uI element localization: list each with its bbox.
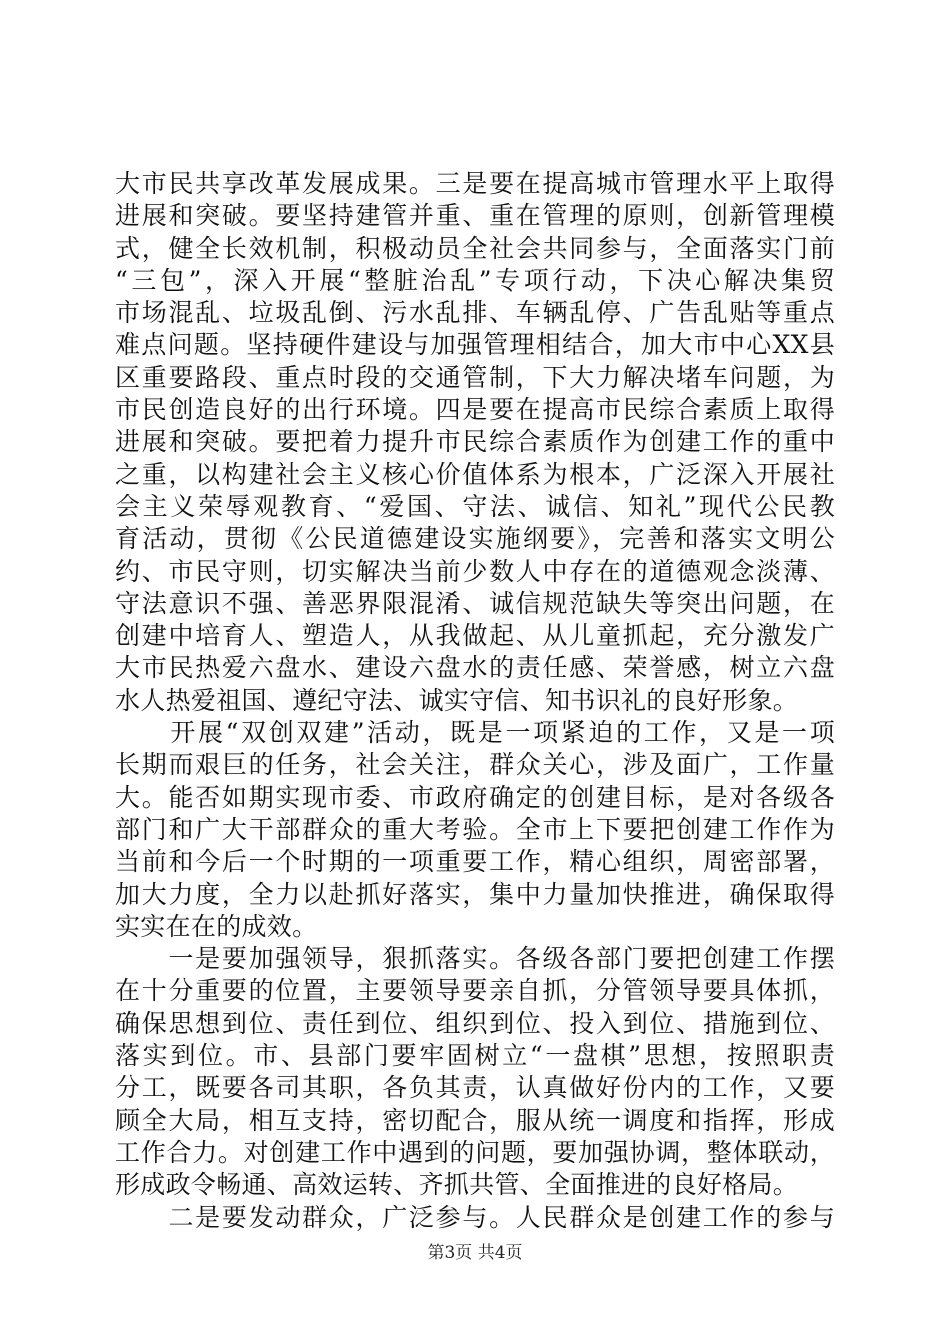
text-line: 在十分重要的位置，主要领导要亲自抓，分管领导要具体抓， [115,976,835,1006]
text-line: 育活动，贯彻《公民道德建设实施纲要》，完善和落实文明公 [115,524,835,554]
text-line: 二是要发动群众，广泛参与。人民群众是创建工作的参与 [115,1202,835,1232]
text-line: 难点问题。坚持硬件建设与加强管理相结合，加大市中心XX县 [115,330,835,360]
text-line: 式，健全长效机制，积极动员全社会共同参与，全面落实门前 [115,233,835,263]
text-line: 顾全大局，相互支持，密切配合，服从统一调度和指挥，形成 [115,1105,835,1135]
text-line: 创建中培育人、塑造人，从我做起、从儿童抓起，充分激发广 [115,621,835,651]
text-line: 大。能否如期实现市委、市政府确定的创建目标，是对各级各 [115,782,835,812]
text-line: 市场混乱、垃圾乱倒、污水乱排、车辆乱停、广告乱贴等重点 [115,298,835,328]
text-line: 分工，既要各司其职，各负其责，认真做好份内的工作，又要 [115,1073,835,1103]
text-line: “三包”，深入开展“整脏治乱”专项行动，下决心解决集贸 [115,265,835,295]
text-line: 加大力度，全力以赴抓好落实，集中力量加快推进，确保取得 [115,879,835,909]
text-line: 当前和今后一个时期的一项重要工作，精心组织，周密部署， [115,847,835,877]
text-line: 区重要路段、重点时段的交通管制，下大力解决堵车问题，为 [115,362,835,392]
text-line: 一是要加强领导，狠抓落实。各级各部门要把创建工作摆 [115,944,835,974]
paragraph-end-line: 水人热爱祖国、遵纪守法、诚实守信、知书识礼的良好形象。 [115,685,799,715]
text-line: 进展和突破。要坚持建管并重、重在管理的原则，创新管理模 [115,201,835,231]
text-line: 工作合力。对创建工作中遇到的问题，要加强协调，整体联动， [115,1137,835,1167]
document-body [115,168,835,1234]
text-line: 长期而艰巨的任务，社会关注，群众关心，涉及面广，工作量 [115,750,835,780]
paragraph-end-line: 实实在在的成效。 [115,911,318,941]
text-line: 市民创造良好的出行环境。四是要在提高市民综合素质上取得 [115,395,835,425]
text-line: 之重，以构建社会主义核心价值体系为根本，广泛深入开展社 [115,459,835,489]
text-line: 进展和突破。要把着力提升市民综合素质作为创建工作的重中 [115,427,835,457]
text-line: 部门和广大干部群众的重大考验。全市上下要把创建工作作为 [115,814,835,844]
text-line: 落实到位。市、县部门要牢固树立“一盘棋”思想，按照职责 [115,1041,835,1071]
text-line: 守法意识不强、善恶界限混淆、诚信规范缺失等突出问题，在 [115,588,835,618]
text-line: 约、市民守则，切实解决当前少数人中存在的道德观念淡薄、 [115,556,835,586]
text-line: 大市民共享改革发展成果。三是要在提高城市管理水平上取得 [115,169,835,198]
text-line: 确保思想到位、责任到位、组织到位、投入到位、措施到位、 [115,1008,835,1038]
text-line: 开展“双创双建”活动，既是一项紧迫的工作，又是一项 [115,718,835,748]
text-line: 大市民热爱六盘水、建设六盘水的责任感、荣誉感，树立六盘 [115,653,835,683]
page-number-footer: 第3页 共4页 [427,1243,523,1263]
paragraph-end-line: 形成政令畅通、高效运转、齐抓共管、全面推进的良好格局。 [115,1170,799,1200]
text-line: 会主义荣辱观教育、“爱国、守法、诚信、知礼”现代公民教 [115,491,835,521]
